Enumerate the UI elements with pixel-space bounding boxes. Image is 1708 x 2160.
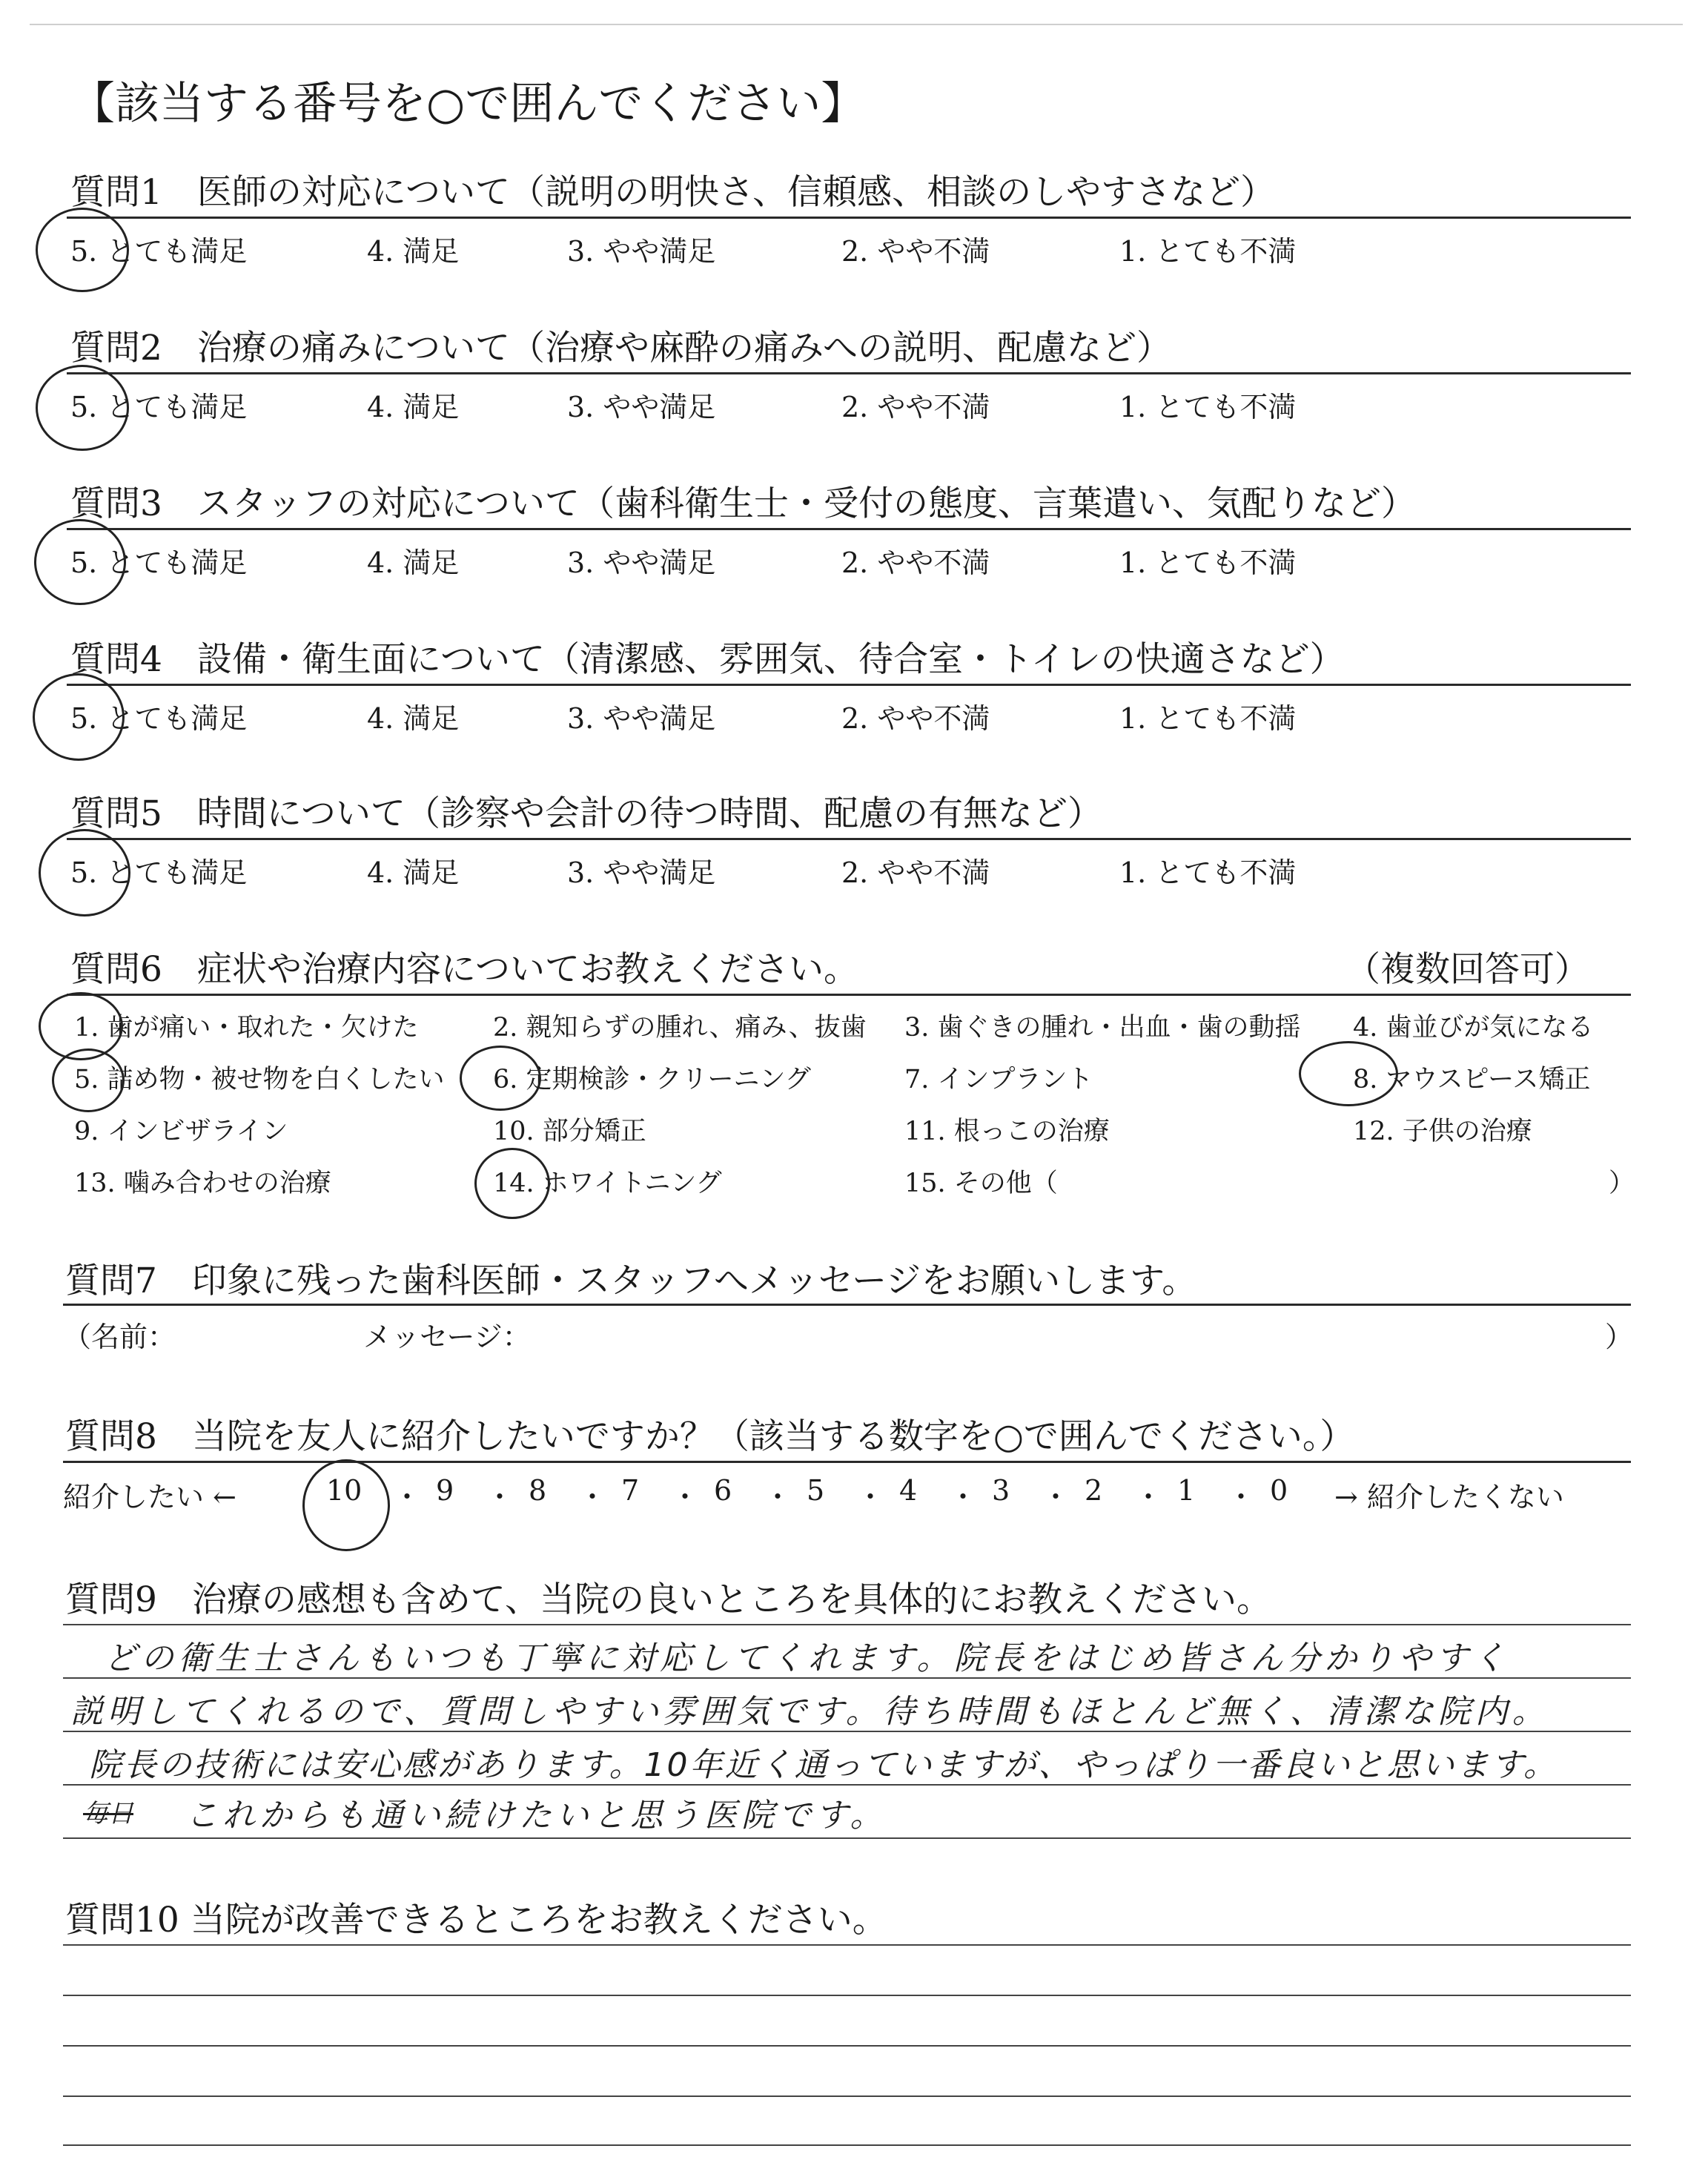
q9-answer-line-2: 説明してくれるので、質問しやすい雰囲気です。待ち時間もほとんど無く、清潔な院内。 bbox=[70, 1693, 1549, 1731]
q9-heading: 質問9 治療の感想も含めて、当院の良いところを具体的にお教えください。 bbox=[65, 1579, 1271, 1620]
q6-option-6[interactable]: 6. 定期検診・クリーニング bbox=[493, 1065, 811, 1094]
q9-line-5 bbox=[63, 1837, 1631, 1839]
q8-score-2[interactable]: 2 bbox=[1085, 1474, 1103, 1507]
q6-option-8[interactable]: 8. マウスピース矯正 bbox=[1353, 1065, 1591, 1094]
q10-line-4 bbox=[63, 2095, 1631, 2097]
q9-answer-line-1: どの衛生士さんもいつも丁寧に対応してくれます。院長をはじめ皆さん分かりやすく bbox=[104, 1639, 1510, 1677]
q6-option-15-other[interactable]: 15. その他（ bbox=[904, 1169, 1058, 1198]
q8-rule bbox=[63, 1461, 1631, 1463]
q5-option-4[interactable]: 4. 満足 bbox=[367, 856, 460, 889]
q4-option-2[interactable]: 2. やや不満 bbox=[841, 702, 990, 735]
q10-line-1 bbox=[63, 1944, 1631, 1946]
q7-close-paren: ） bbox=[1605, 1321, 1634, 1353]
q1-option-4[interactable]: 4. 満足 bbox=[367, 235, 460, 268]
q6-option-3[interactable]: 3. 歯ぐきの腫れ・出血・歯の動揺 bbox=[904, 1013, 1301, 1043]
q8-separator: ・ bbox=[1227, 1481, 1256, 1513]
q5-option-1[interactable]: 1. とても不満 bbox=[1119, 856, 1297, 889]
q3-option-3[interactable]: 3. やや満足 bbox=[567, 546, 716, 579]
q8-separator: ・ bbox=[486, 1481, 514, 1513]
q10-line-3 bbox=[63, 2045, 1631, 2047]
q8-score-10[interactable]: 10 bbox=[326, 1474, 363, 1507]
q3-selection-circle bbox=[34, 519, 126, 605]
q1-option-5[interactable]: 5. とても満足 bbox=[70, 235, 248, 268]
q1-option-3[interactable]: 3. やや満足 bbox=[567, 235, 716, 268]
q8-selection-circle bbox=[302, 1459, 390, 1551]
q8-separator: ・ bbox=[393, 1481, 422, 1513]
q8-score-4[interactable]: 4 bbox=[899, 1474, 918, 1507]
q8-separator: ・ bbox=[1134, 1481, 1163, 1513]
q1-heading: 質問1 医師の対応について（説明の明快さ、信頼感、相談のしやすさなど） bbox=[70, 172, 1276, 213]
q6-option-13[interactable]: 13. 噛み合わせの治療 bbox=[74, 1169, 331, 1198]
q8-separator: ・ bbox=[949, 1481, 978, 1513]
q8-right-label: → 紹介したくない bbox=[1334, 1481, 1564, 1513]
q6-option-4[interactable]: 4. 歯並びが気になる bbox=[1353, 1013, 1594, 1043]
q5-option-5[interactable]: 5. とても満足 bbox=[70, 856, 248, 889]
q8-score-6[interactable]: 6 bbox=[714, 1474, 732, 1507]
q8-separator: ・ bbox=[578, 1481, 607, 1513]
q6-option-2[interactable]: 2. 親知らずの腫れ、痛み、抜歯 bbox=[493, 1013, 867, 1043]
q10-heading: 質問10 当院が改善できるところをお教えください。 bbox=[65, 1900, 887, 1941]
q2-heading: 質問2 治療の痛みについて（治療や麻酔の痛みへの説明、配慮など） bbox=[70, 328, 1172, 369]
q6-option-10[interactable]: 10. 部分矯正 bbox=[493, 1117, 646, 1146]
q9-answer-line-4: これからも通い続けたいと思う医院です。 bbox=[185, 1797, 887, 1834]
q9-answer-line-3: 院長の技術には安心感があります。10年近く通っていますが、やっぱり一番良いと思います。 bbox=[89, 1746, 1558, 1784]
q8-score-1[interactable]: 1 bbox=[1177, 1474, 1196, 1507]
q3-option-5[interactable]: 5. とても満足 bbox=[70, 546, 248, 579]
q4-selection-circle bbox=[33, 673, 125, 761]
q4-option-3[interactable]: 3. やや満足 bbox=[567, 702, 716, 735]
q6-multiple-note: （複数回答可） bbox=[1345, 949, 1589, 990]
q7-name-label: （名前： bbox=[63, 1321, 176, 1353]
q2-option-1[interactable]: 1. とても不満 bbox=[1119, 391, 1297, 423]
q6-rule bbox=[67, 994, 1631, 996]
q3-option-2[interactable]: 2. やや不満 bbox=[841, 546, 990, 579]
q4-option-1[interactable]: 1. とても不満 bbox=[1119, 702, 1297, 735]
q6-option-9[interactable]: 9. インビザライン bbox=[74, 1117, 288, 1146]
q6-option-1[interactable]: 1. 歯が痛い・取れた・欠けた bbox=[74, 1013, 419, 1043]
q10-line-2 bbox=[63, 1995, 1631, 1996]
scan-top-edge bbox=[30, 4, 1683, 25]
q6-option-12[interactable]: 12. 子供の治療 bbox=[1353, 1117, 1532, 1146]
q9-struck-word: 毎日 bbox=[83, 1799, 133, 1829]
q1-selection-circle bbox=[36, 208, 129, 292]
q8-separator: ・ bbox=[764, 1481, 792, 1513]
q10-line-5 bbox=[63, 2144, 1631, 2146]
q8-score-7[interactable]: 7 bbox=[621, 1474, 640, 1507]
q7-message-label: メッセージ： bbox=[363, 1321, 531, 1353]
q8-score-3[interactable]: 3 bbox=[992, 1474, 1010, 1507]
q1-option-2[interactable]: 2. やや不満 bbox=[841, 235, 990, 268]
q6-option-5[interactable]: 5. 詰め物・被せ物を白くしたい bbox=[74, 1065, 445, 1094]
q3-option-4[interactable]: 4. 満足 bbox=[367, 546, 460, 579]
q1-option-1[interactable]: 1. とても不満 bbox=[1119, 235, 1297, 268]
q6-option-7[interactable]: 7. インプラント bbox=[904, 1065, 1093, 1094]
q8-score-5[interactable]: 5 bbox=[807, 1474, 825, 1507]
q6-selection-circle-8 bbox=[1299, 1041, 1398, 1106]
q3-heading: 質問3 スタッフの対応について（歯科衛生士・受付の態度、言葉遣い、気配りなど） bbox=[70, 483, 1416, 524]
q8-separator: ・ bbox=[671, 1481, 700, 1513]
q2-option-3[interactable]: 3. やや満足 bbox=[567, 391, 716, 423]
page-title: 【該当する番号を○で囲んでください】 bbox=[70, 78, 866, 130]
q5-selection-circle bbox=[39, 829, 130, 916]
q2-selection-circle bbox=[36, 365, 129, 451]
q6-other-close-paren: ） bbox=[1609, 1169, 1635, 1198]
q8-score-0[interactable]: 0 bbox=[1270, 1474, 1288, 1507]
q8-score-9[interactable]: 9 bbox=[436, 1474, 454, 1507]
q6-heading: 質問6 症状や治療内容についてお教えください。 bbox=[70, 949, 858, 990]
q5-option-3[interactable]: 3. やや満足 bbox=[567, 856, 716, 889]
q5-heading: 質問5 時間について（診察や会計の待つ時間、配慮の有無など） bbox=[70, 793, 1102, 834]
q4-heading: 質問4 設備・衛生面について（清潔感、雰囲気、待合室・トイレの快適さなど） bbox=[70, 639, 1345, 680]
q4-option-4[interactable]: 4. 満足 bbox=[367, 702, 460, 735]
q7-rule bbox=[63, 1304, 1631, 1306]
q8-separator: ・ bbox=[1042, 1481, 1070, 1513]
q2-option-5[interactable]: 5. とても満足 bbox=[70, 391, 248, 423]
q6-option-14[interactable]: 14. ホワイトニング bbox=[493, 1169, 722, 1198]
q2-option-4[interactable]: 4. 満足 bbox=[367, 391, 460, 423]
q6-selection-circle-14 bbox=[474, 1148, 550, 1219]
q6-selection-circle-5 bbox=[52, 1048, 125, 1112]
q1-rule bbox=[67, 217, 1631, 219]
q3-option-1[interactable]: 1. とても不満 bbox=[1119, 546, 1297, 579]
q8-left-label: 紹介したい ← bbox=[63, 1481, 236, 1513]
q7-heading: 質問7 印象に残った歯科医師・スタッフへメッセージをお願いします。 bbox=[65, 1261, 1197, 1301]
q6-option-11[interactable]: 11. 根っこの治療 bbox=[904, 1117, 1110, 1146]
q4-rule bbox=[67, 684, 1631, 686]
q8-score-8[interactable]: 8 bbox=[529, 1474, 547, 1507]
q9-line-top bbox=[63, 1624, 1631, 1625]
q3-rule bbox=[67, 528, 1631, 530]
q4-option-5[interactable]: 5. とても満足 bbox=[70, 702, 248, 735]
q8-heading: 質問8 当院を友人に紹介したいですか？（該当する数字を○で囲んでください。） bbox=[65, 1416, 1355, 1457]
q8-separator: ・ bbox=[856, 1481, 885, 1513]
q2-rule bbox=[67, 372, 1631, 374]
q6-selection-circle-6 bbox=[460, 1046, 541, 1111]
q2-option-2[interactable]: 2. やや不満 bbox=[841, 391, 990, 423]
q5-rule bbox=[67, 838, 1631, 840]
q5-option-2[interactable]: 2. やや不満 bbox=[841, 856, 990, 889]
